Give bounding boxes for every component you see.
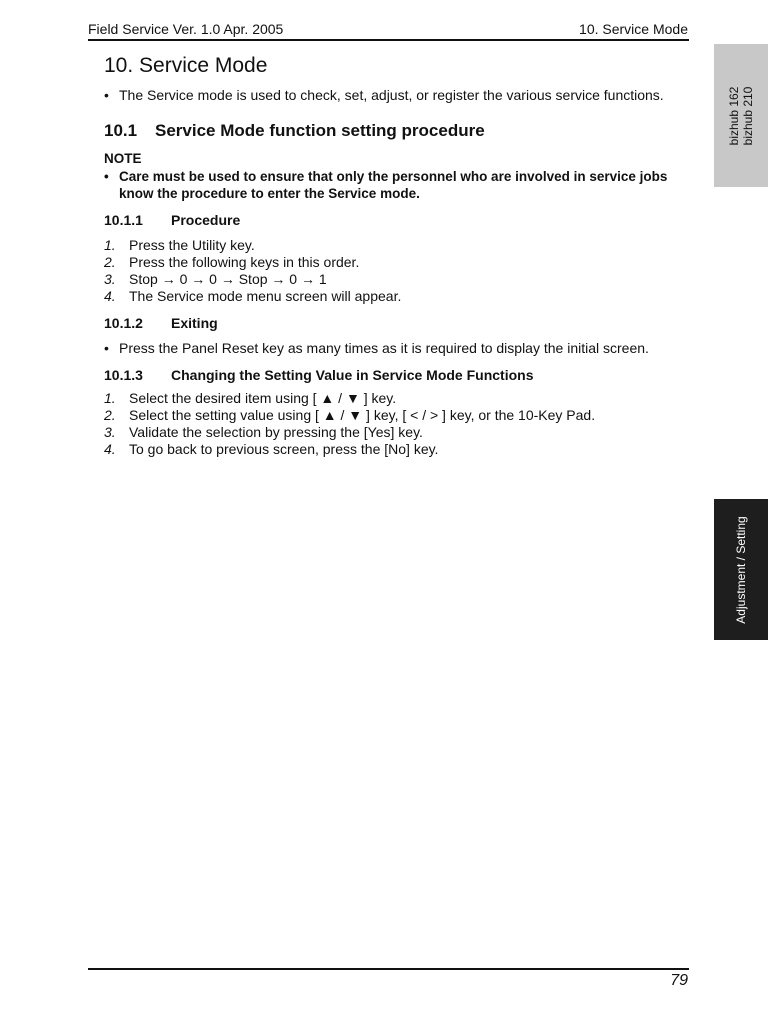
subsection-number: 10.1.2 <box>104 315 143 331</box>
step-number: 3. <box>104 271 116 287</box>
step-number: 4. <box>104 441 116 457</box>
changing-steps <box>104 390 595 458</box>
section-heading <box>104 121 485 141</box>
subsection-heading-changing <box>104 367 534 383</box>
list-item <box>104 271 401 288</box>
step-number: 2. <box>104 254 116 270</box>
step-number: 4. <box>104 288 116 304</box>
note-text: Care must be used to ensure that only the personnel who are involved in service jobs know the procedure to enter the Service mode. <box>119 169 668 201</box>
bullet-glyph: • <box>104 169 109 184</box>
list-item <box>104 390 595 407</box>
section-side-tab-label: Adjustment / Setting <box>734 515 748 624</box>
subsection-title: Changing the Setting Value in Service Mode Functions <box>171 367 534 383</box>
list-item <box>104 441 595 458</box>
section-side-tab <box>714 499 768 640</box>
subsection-title: Procedure <box>171 212 241 228</box>
model-side-tab <box>714 44 768 187</box>
step-text: Select the desired item using [ ▲ / ▼ ] key. <box>129 390 397 406</box>
list-item <box>104 237 401 254</box>
chapter-title: 10. Service Mode <box>104 54 268 77</box>
bullet-glyph: • <box>104 340 109 356</box>
list-item <box>104 288 401 305</box>
step-number: 3. <box>104 424 116 440</box>
subsection-heading-exiting <box>104 315 218 331</box>
exiting-bullet <box>104 340 649 356</box>
procedure-steps <box>104 237 401 305</box>
step-text: Select the setting value using [ ▲ / ▼ ] key, [ < / > ] key, or the 10-Key Pad. <box>129 407 596 423</box>
section-number: 10.1 <box>104 121 138 140</box>
bullet-glyph: • <box>104 87 109 103</box>
step-text: Press the Utility key. <box>129 237 255 253</box>
chapter-intro <box>104 87 664 103</box>
subsection-number: 10.1.1 <box>104 212 143 228</box>
header-right-text: 10. Service Mode <box>579 21 688 37</box>
step-text: Stop → 0 → 0 → Stop → 0 → 1 <box>129 271 327 287</box>
step-number: 2. <box>104 407 116 423</box>
step-text: Press the following keys in this order. <box>129 254 360 270</box>
step-number: 1. <box>104 237 116 253</box>
section-title: Service Mode function setting procedure <box>155 121 485 140</box>
note-body <box>104 168 694 202</box>
step-text: The Service mode menu screen will appear. <box>129 288 402 304</box>
note-label: NOTE <box>104 151 142 166</box>
footer-rule <box>88 968 689 970</box>
list-item <box>104 254 401 271</box>
step-text: To go back to previous screen, press the [No] key. <box>129 441 439 457</box>
exiting-text: Press the Panel Reset key as many times as it is required to display the initial screen. <box>119 340 649 356</box>
step-number: 1. <box>104 390 116 406</box>
list-item <box>104 424 595 441</box>
header-left-text: Field Service Ver. 1.0 Apr. 2005 <box>88 21 284 37</box>
step-text: Validate the selection by pressing the [Yes] key. <box>129 424 423 440</box>
subsection-heading-procedure <box>104 212 240 228</box>
subsection-number: 10.1.3 <box>104 367 143 383</box>
model-label-2: bizhub 210 <box>741 86 755 145</box>
subsection-title: Exiting <box>171 315 218 331</box>
model-label-1: bizhub 162 <box>727 86 741 145</box>
list-item <box>104 407 595 424</box>
header-rule <box>88 39 689 41</box>
chapter-intro-text: The Service mode is used to check, set, adjust, or register the various service functions. <box>119 87 664 103</box>
page-number: 79 <box>670 972 688 989</box>
